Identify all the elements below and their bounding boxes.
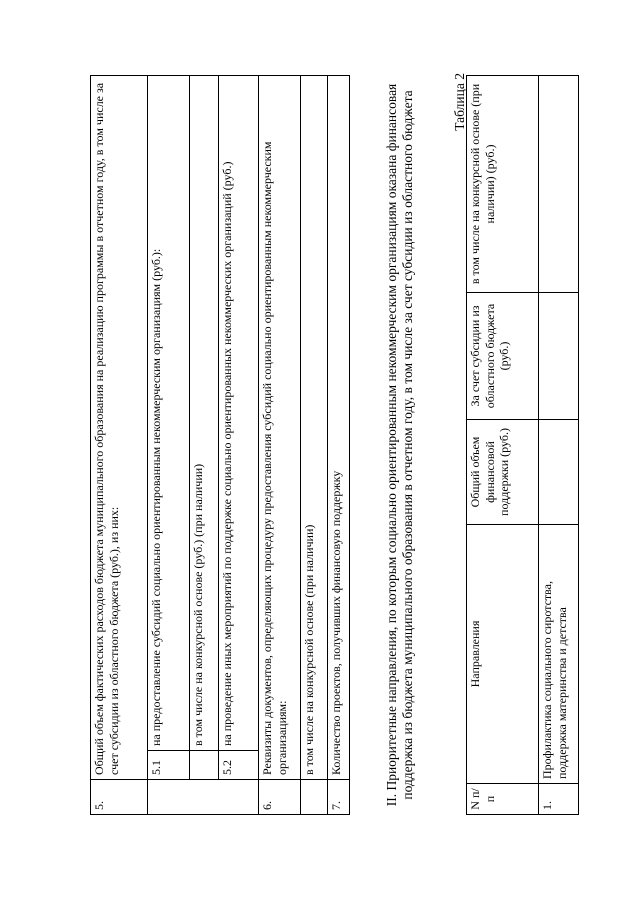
cell-empty xyxy=(539,76,579,293)
table-header-row xyxy=(467,76,539,815)
row-subnumber: 5.2 xyxy=(219,751,259,780)
cell-empty xyxy=(539,293,579,420)
row-number xyxy=(301,780,328,815)
header-total-support: Общий объем финансовой поддержки (руб.) xyxy=(467,420,539,525)
row-number xyxy=(219,780,259,815)
row-subnumber: 5.1 xyxy=(148,751,190,780)
row-number: 6. xyxy=(259,780,301,815)
row-text: на предоставление субсидий социально ориентированным некоммерческим организациям (руб.): xyxy=(148,76,190,751)
row-number: 5. xyxy=(91,780,148,815)
table-row xyxy=(219,76,259,815)
cell-empty xyxy=(539,420,579,525)
row-text: на проведение иных мероприятий по поддержке социально ориентированных некоммерческих организаций (руб.) xyxy=(219,76,259,751)
row-subnumber xyxy=(190,751,219,780)
row-text: Профилактика социального сиротства, поддержка материнства и детства xyxy=(539,525,579,784)
priority-directions-table xyxy=(466,75,579,815)
row-text: Реквизиты документов, определяющих процедуру предоставления субсидий социально ориентированным некоммерческим организациям: xyxy=(259,76,301,780)
row-number: 1. xyxy=(539,784,579,815)
table-row xyxy=(259,76,301,815)
table-row xyxy=(148,76,190,815)
table-row xyxy=(328,76,350,815)
table-row xyxy=(539,76,579,815)
header-number: N п/п xyxy=(467,784,539,815)
section-heading: II. Приоритетные направления, по которым социально ориентированным некоммерческим организациям оказана финансовая поддержка из бюджета муниципального образования в отчетном году, в том числе за счет субсидии из областного бюджета xyxy=(384,83,416,807)
row-text: в том числе на конкурсной основе (руб.) (при наличии) xyxy=(190,76,219,751)
row-text: в том числе на конкурсной основе (при наличии) xyxy=(301,76,328,780)
header-competitive-basis: в том числе на конкурсной основе (при наличии) (руб.) xyxy=(467,76,539,293)
table-row xyxy=(190,76,219,815)
header-directions: Направления xyxy=(467,525,539,784)
row-text: Количество проектов, получивших финансовую поддержку xyxy=(328,76,350,780)
row-text: Общий объем фактических расходов бюджета муниципального образования на реализацию программы в отчетном году, в том числе за счет субсидии из областного бюджета (руб.), из них: xyxy=(91,76,148,780)
row-number xyxy=(148,780,190,815)
table-row xyxy=(301,76,328,815)
report-table-1 xyxy=(90,75,350,815)
table-caption: Таблица 2 xyxy=(452,73,467,131)
header-regional-subsidy: За счет субсидии из областного бюджета (руб.) xyxy=(467,293,539,420)
row-number: 7. xyxy=(328,780,350,815)
table-row xyxy=(91,76,148,815)
row-number xyxy=(190,780,219,815)
